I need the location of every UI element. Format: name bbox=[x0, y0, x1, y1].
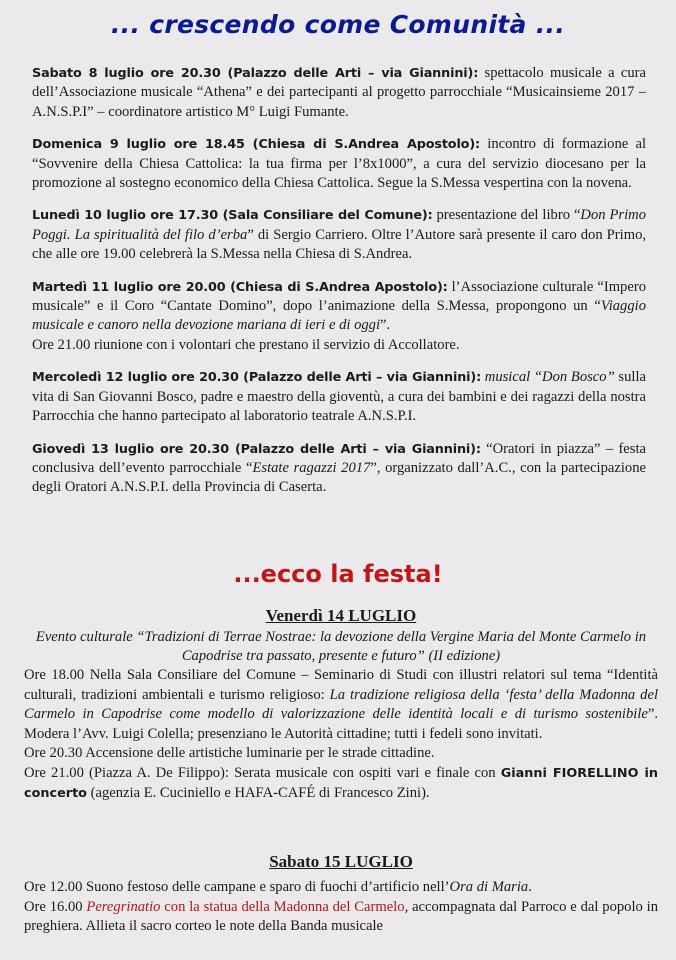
concert-bold: Gianni FIORELLINO in concerto bbox=[24, 765, 658, 801]
friday-event-title: Evento culturale “Tradizioni di Terrae Nostrae: la devozione della Vergine Maria del Monte Carmelo in Capodrise tra passato, presente e futuro” (II edizione) bbox=[35, 629, 647, 664]
entry-italic: Viaggio musicale e canoro nella devozione mariana di ieri e di oggi bbox=[32, 298, 646, 334]
entry-text: incontro di formazione al “Sovvenire della Chiesa Cattolica: la tua firma per l’8x1000”, a cura del servizio diocesano per la promozione al sostegno economico della Chiesa Cattolica. Segue la S.Messa vespertina con la novena. bbox=[32, 136, 647, 192]
banner-title: ... crescendo come Comunità ... bbox=[110, 10, 566, 39]
entry-header: Giovedì 13 luglio ore 20.30 (Palazzo delle Arti – via Giannini): bbox=[32, 441, 481, 457]
friday-lights: Ore 20.30 Accensione delle artistiche luminarie per le strade cittadine. bbox=[24, 745, 435, 762]
pilgrim-text: , accompagnata dal Parroco e dal popolo in preghiera. Allieta il sacro corteo le note della Banda musicale bbox=[24, 898, 659, 935]
friday-section bbox=[24, 606, 658, 803]
entry-header: Domenica 9 luglio ore 18.45 (Chiesa di S.Andrea Apostolo): bbox=[32, 137, 480, 153]
entry-sun-9 bbox=[32, 135, 646, 193]
bells-text: . bbox=[528, 879, 532, 895]
entry-italic: musical “Don Bosco” bbox=[484, 369, 615, 386]
entry-text: ” di Sergio Carriero. Oltre l’Autore sarà presente il caro don Primo, che alle ore 19.00 celebrerà la S.Messa nella Chiesa di S.Andrea. bbox=[32, 226, 647, 263]
entry-header: Martedì 11 luglio ore 20.00 (Chiesa di S.Andrea Apostolo): bbox=[32, 279, 448, 295]
saturday-day-title: Sabato 15 LUGLIO bbox=[269, 852, 413, 871]
friday-concert bbox=[24, 764, 658, 803]
entry-text: ”. bbox=[380, 317, 391, 334]
entry-header: Lunedì 10 luglio ore 17.30 (Sala Consiliare del Comune): bbox=[32, 208, 433, 224]
entry-sat-8 bbox=[32, 64, 646, 122]
entry-italic: Don Primo Poggi. La spiritualità del filo d’erba bbox=[32, 207, 646, 243]
entry-text: “Oratori in piazza” – festa conclusiva dell’evento parrocchiale “ bbox=[32, 440, 646, 476]
pilgrim-italic: Peregrinatio bbox=[86, 898, 161, 915]
entry-italic: Estate ragazzi 2017 bbox=[252, 459, 371, 476]
concert-text: Ore 21.00 (Piazza A. De Filippo): Serata musicale con ospiti vari e finale con bbox=[24, 764, 501, 781]
seminar-text: ”. Modera l’Avv. Luigi Colella; presenziano le Autorità cittadine; tutti i fedeli sono invitati. bbox=[24, 706, 658, 742]
bells-text: Ore 12.00 Suono festoso delle campane e sparo di fuochi d’artificio nell’ bbox=[24, 879, 450, 895]
entry-text: presentazione del libro “ bbox=[432, 207, 581, 224]
entry-thu-13 bbox=[32, 440, 646, 498]
program-list bbox=[32, 64, 646, 511]
concert-text: (agenzia E. Cuciniello e HAFA-CAFÉ di Francesco Zini). bbox=[86, 784, 430, 801]
seminar-italic: La tradizione religiosa della ‘festa’ della Madonna del Carmelo in Capodrise come modello di valorizzazione delle identità locali e di turismo sostenibile bbox=[24, 686, 658, 723]
seminar-text: Ore 18.00 Nella Sala Consiliare del Comune – Seminario di Studi con illustri relatori sul tema “Identità culturali, tradizioni ambientali e turismo religioso: bbox=[24, 667, 658, 703]
pilgrim-red: con la statua della Madonna del Carmelo bbox=[160, 898, 405, 915]
entry-text: sulla vita di San Giovanni Bosco, padre e maestro della gioventù, a cura dei bambini e dei ragazzi della nostra Parrocchia che hanno partecipato al laboratorio teatrale A.N.S.P.I. bbox=[32, 369, 646, 425]
entry-wed-12 bbox=[32, 368, 646, 426]
saturday-section bbox=[24, 852, 658, 937]
friday-seminar bbox=[24, 666, 658, 744]
entry-text: spettacolo musicale a cura dell’Associazione musicale “Athena” e dei partecipanti al progetto parrocchiale “Musicainsieme 2017 – A.N.S.P.I” – coordinatore artistico M° Luigi Fumante. bbox=[32, 65, 647, 120]
entry-mon-10 bbox=[32, 206, 646, 264]
entry-extra: Ore 21.00 riunione con i volontari che prestano il servizio di Accollatore. bbox=[32, 336, 460, 353]
saturday-pilgrimage bbox=[24, 898, 658, 937]
festa-title: ...ecco la festa! bbox=[233, 560, 443, 588]
entry-header: Mercoledì 12 luglio ore 20.30 (Palazzo delle Arti – via Giannini): bbox=[32, 370, 482, 386]
pilgrim-text: Ore 16.00 bbox=[24, 898, 87, 915]
entry-header: Sabato 8 luglio ore 20.30 (Palazzo delle Arti – via Giannini): bbox=[32, 66, 479, 81]
entry-text: l’Associazione culturale “Impero musicale” e il Coro “Cantate Domino”, dopo l’animazione della S.Messa, propongono un “ bbox=[32, 278, 646, 315]
entry-text: ”, organizzato dall’A.C., con la partecipazione degli Oratori A.N.S.P.I. della Provincia di Caserta. bbox=[32, 459, 646, 496]
entry-tue-11 bbox=[32, 278, 646, 356]
bells-italic: Ora di Maria bbox=[449, 879, 529, 895]
saturday-bells bbox=[24, 878, 658, 898]
friday-day-title: Venerdì 14 LUGLIO bbox=[265, 606, 417, 625]
